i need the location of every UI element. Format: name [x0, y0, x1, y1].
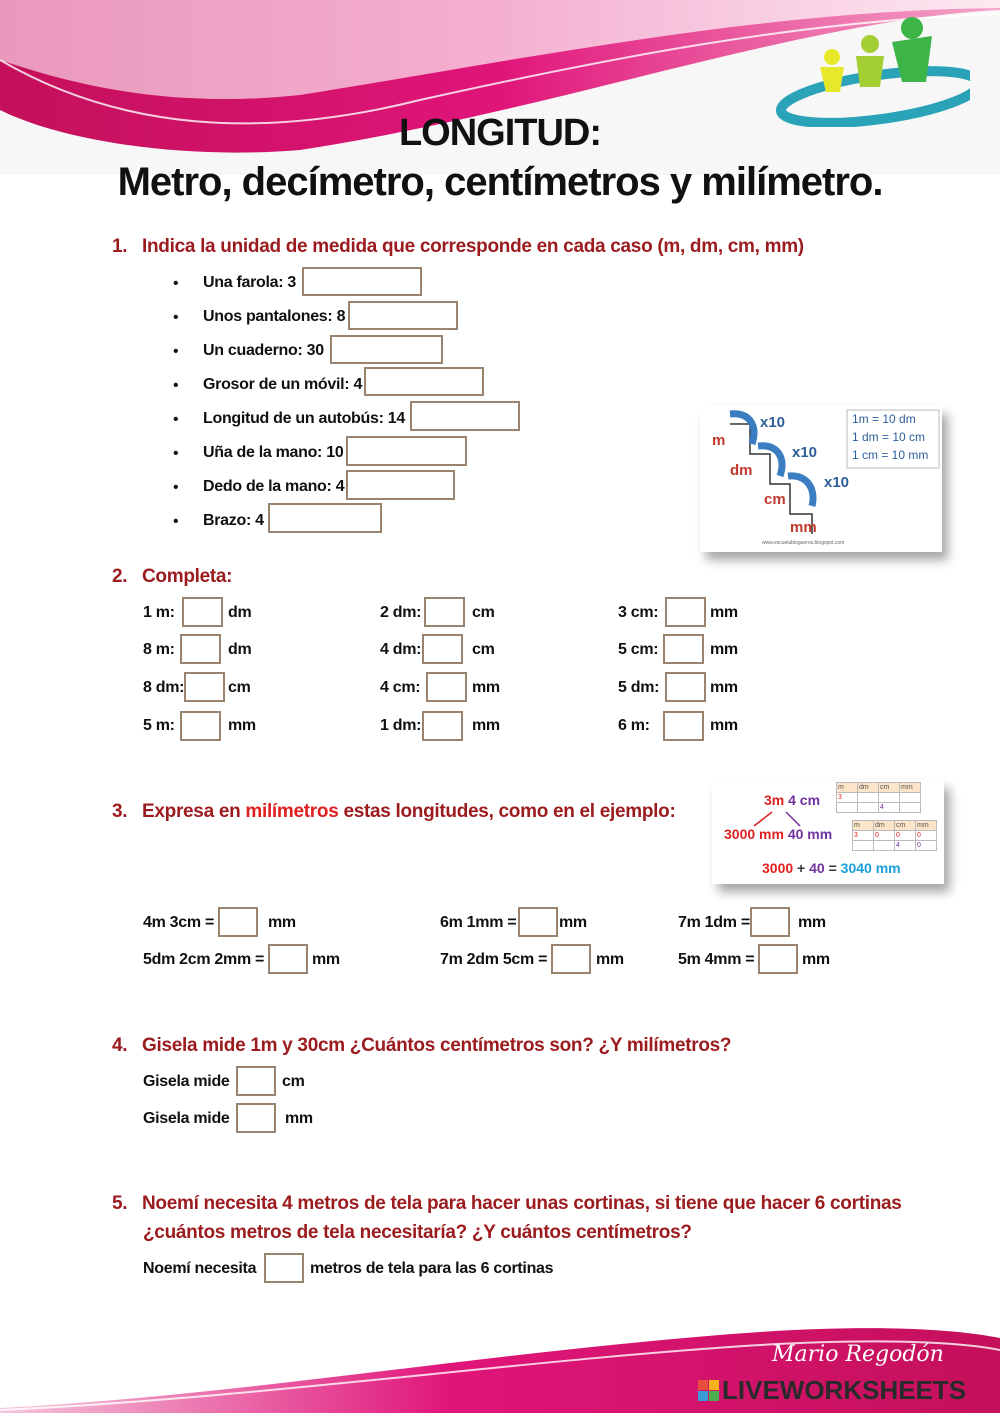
- example-sum: [762, 860, 901, 876]
- conversion-label: 4m 3cm =: [143, 914, 214, 931]
- unit-label: mm: [228, 717, 256, 734]
- question-number: 1.: [112, 236, 128, 257]
- answer-box[interactable]: [184, 672, 225, 702]
- question-text: Gisela mide 1m y 30cm ¿Cuántos centímetros son? ¿Y milímetros?: [142, 1035, 732, 1056]
- liveworksheets-logo-icon: [698, 1380, 720, 1402]
- list-item: Dedo de la mano: 4: [203, 478, 345, 495]
- table-cell: 4: [879, 803, 900, 813]
- conversion-label: 1 m:: [143, 604, 175, 621]
- table-cell: [858, 803, 879, 813]
- sum-term: 3000: [762, 860, 794, 876]
- answer-box[interactable]: [663, 634, 704, 664]
- bullet: •: [173, 343, 179, 360]
- example-image: [712, 780, 944, 884]
- unit-label: mm: [802, 951, 830, 968]
- unit-label: cm: [228, 679, 251, 696]
- bullet: •: [173, 377, 179, 394]
- question-5: [112, 1193, 902, 1215]
- conversion-label: 6m 1mm =: [440, 914, 517, 931]
- table-cell: [874, 841, 895, 851]
- unit-label: mm: [710, 717, 738, 734]
- multiplier-label: x10: [760, 414, 786, 431]
- answer-prefix: Gisela mide: [143, 1110, 230, 1127]
- sum-term: 40: [809, 860, 825, 876]
- answer-box[interactable]: [364, 367, 484, 396]
- answer-prefix: Noemí necesita: [143, 1260, 257, 1277]
- conversion-label: 7m 2dm 5cm =: [440, 951, 548, 968]
- conversion-label: 8 dm:: [143, 679, 185, 696]
- question-4: [112, 1035, 731, 1057]
- unit-staircase-diagram: [700, 406, 942, 552]
- unit-label: mm: [472, 717, 500, 734]
- answer-box[interactable]: [426, 672, 467, 702]
- question-1: [112, 236, 804, 258]
- image-credit: www.escuelablogueros.blogspot.com: [762, 540, 845, 546]
- sum-result: 3040 mm: [840, 860, 901, 876]
- unit-label: cm: [472, 604, 495, 621]
- list-item: Uña de la mano: 10: [203, 444, 344, 461]
- example-centimeters: 4 cm: [788, 792, 821, 808]
- equivalence-line: 1 dm = 10 cm: [852, 430, 926, 444]
- table-cell: 0: [895, 831, 916, 841]
- answer-box[interactable]: [410, 401, 520, 431]
- conversion-label: 5m 4mm =: [678, 951, 755, 968]
- list-item: Unos pantalones: 8: [203, 308, 346, 325]
- conversion-label: 7m 1dm =: [678, 914, 750, 931]
- answer-box[interactable]: [264, 1253, 304, 1283]
- question-number: 3.: [112, 801, 128, 822]
- bullet: •: [173, 309, 179, 326]
- answer-box[interactable]: [348, 301, 458, 330]
- answer-box[interactable]: [268, 503, 382, 533]
- example-meters: 3m: [764, 792, 785, 808]
- answer-box[interactable]: [551, 944, 591, 974]
- example-table-2: [852, 820, 937, 851]
- example-mm-1: 3000 mm: [724, 826, 784, 842]
- question-text: Noemí necesita 4 metros de tela para hacer unas cortinas, si tiene que hacer 6 cortinas: [142, 1193, 902, 1214]
- table-cell: [900, 803, 921, 813]
- table-cell: dm: [858, 783, 879, 793]
- answer-box[interactable]: [750, 907, 790, 937]
- answer-box[interactable]: [236, 1066, 276, 1096]
- unit-label: mm: [710, 679, 738, 696]
- answer-box[interactable]: [302, 267, 422, 296]
- bullet: •: [173, 479, 179, 496]
- answer-prefix: Gisela mide: [143, 1073, 230, 1090]
- table-cell: [853, 841, 874, 851]
- list-item: Una farola: 3: [203, 274, 297, 291]
- bullet: •: [173, 513, 179, 530]
- table-cell: 3: [853, 831, 874, 841]
- answer-box[interactable]: [758, 944, 798, 974]
- table-cell: mm: [900, 783, 921, 793]
- answer-box[interactable]: [346, 470, 455, 500]
- question-number: 5.: [112, 1193, 128, 1214]
- answer-box[interactable]: [218, 907, 258, 937]
- table-cell: 0: [916, 831, 937, 841]
- multiplier-label: x10: [824, 474, 850, 491]
- page-subtitle: Metro, decímetro, centímetros y milímetro.: [117, 160, 883, 204]
- question-text: Expresa en: [142, 801, 246, 822]
- table-cell: 0: [874, 831, 895, 841]
- conversion-label: 2 dm:: [380, 604, 422, 621]
- answer-suffix: metros de tela para las 6 cortinas: [310, 1260, 554, 1277]
- conversion-label: 1 dm:: [380, 717, 422, 734]
- conversion-label: 8 m:: [143, 641, 175, 658]
- unit-label: mm: [798, 914, 826, 931]
- answer-box[interactable]: [422, 711, 463, 741]
- conversion-label: 3 cm:: [618, 604, 659, 621]
- table-cell: [900, 793, 921, 803]
- table-cell: m: [837, 783, 858, 793]
- equivalence-line: 1m = 10 dm: [852, 412, 916, 426]
- conversion-label: 4 dm:: [380, 641, 422, 658]
- unit-label: cm: [282, 1073, 305, 1090]
- question-2: [112, 566, 232, 588]
- bullet: •: [173, 275, 179, 292]
- unit-label: mm: [312, 951, 340, 968]
- answer-box[interactable]: [346, 436, 467, 466]
- unit-label: cm: [472, 641, 495, 658]
- multiplier-label: x10: [792, 444, 818, 461]
- page-title: LONGITUD:: [398, 112, 602, 154]
- question-3: [112, 801, 675, 823]
- table-cell: cm: [879, 783, 900, 793]
- list-item: Longitud de un autobús: 14: [203, 410, 405, 427]
- unit-label: mm: [559, 914, 587, 931]
- answer-box[interactable]: [518, 907, 558, 937]
- conversion-label: 5 dm:: [618, 679, 660, 696]
- table-cell: 3: [837, 793, 858, 803]
- list-item: Grosor de un móvil: 4: [203, 376, 363, 393]
- sum-op: +: [797, 860, 806, 876]
- table-cell: cm: [895, 821, 916, 831]
- liveworksheets-brand: LIVEWORKSHEETS: [722, 1375, 967, 1405]
- unit-label: mm: [710, 604, 738, 621]
- question-text-line-2: ¿cuántos metros de tela necesitaría? ¿Y cuántos centímetros?: [143, 1222, 692, 1243]
- answer-box[interactable]: [182, 597, 223, 627]
- people-logo-icon: [770, 12, 970, 127]
- table-cell: 0: [916, 841, 937, 851]
- question-number: 2.: [112, 566, 128, 587]
- unit-label: cm: [764, 491, 786, 508]
- answer-box[interactable]: [268, 944, 308, 974]
- answer-box[interactable]: [422, 634, 463, 664]
- bullet: •: [173, 411, 179, 428]
- table-cell: m: [853, 821, 874, 831]
- unit-label: dm: [228, 641, 252, 658]
- answer-box[interactable]: [665, 672, 706, 702]
- question-text: Completa:: [142, 566, 233, 587]
- unit-label: mm: [472, 679, 500, 696]
- answer-box[interactable]: [330, 335, 443, 364]
- unit-label: dm: [730, 462, 753, 479]
- example-table-1: [836, 782, 921, 813]
- list-item: Brazo: 4: [203, 512, 264, 529]
- sum-op: =: [828, 860, 837, 876]
- table-cell: mm: [916, 821, 937, 831]
- table-cell: [858, 793, 879, 803]
- table-cell: [837, 803, 858, 813]
- example-mm-2: 40 mm: [787, 826, 833, 842]
- conversion-label: 5 m:: [143, 717, 175, 734]
- unit-label: m: [712, 432, 726, 449]
- unit-label: dm: [228, 604, 252, 621]
- answer-box[interactable]: [236, 1103, 276, 1133]
- answer-box[interactable]: [180, 711, 221, 741]
- author-signature: Mario Regodón: [772, 1342, 944, 1367]
- example-top: [764, 792, 820, 808]
- table-cell: dm: [874, 821, 895, 831]
- list-item: Un cuaderno: 30: [203, 342, 324, 359]
- bullet: •: [173, 445, 179, 462]
- conversion-label: 4 cm:: [380, 679, 421, 696]
- question-text-highlight: milímetros: [245, 801, 339, 822]
- unit-label: mm: [268, 914, 296, 931]
- conversion-label: 5dm 2cm 2mm =: [143, 951, 265, 968]
- unit-label: mm: [596, 951, 624, 968]
- answer-box[interactable]: [424, 597, 465, 627]
- unit-label: mm: [710, 641, 738, 658]
- question-text: estas longitudes, como en el ejemplo:: [338, 801, 676, 822]
- unit-label: mm: [790, 519, 817, 536]
- conversion-label: 6 m:: [618, 717, 650, 734]
- answer-box[interactable]: [663, 711, 704, 741]
- question-number: 4.: [112, 1035, 128, 1056]
- unit-label: mm: [285, 1110, 313, 1127]
- table-cell: 4: [895, 841, 916, 851]
- table-cell: [879, 793, 900, 803]
- example-middle: [724, 826, 832, 842]
- question-text: Indica la unidad de medida que corresponde en cada caso (m, dm, cm, mm): [142, 236, 804, 257]
- staircase-arrows: [700, 406, 942, 552]
- conversion-label: 5 cm:: [618, 641, 659, 658]
- equivalence-line: 1 cm = 10 mm: [852, 448, 929, 462]
- answer-box[interactable]: [665, 597, 706, 627]
- answer-box[interactable]: [180, 634, 221, 664]
